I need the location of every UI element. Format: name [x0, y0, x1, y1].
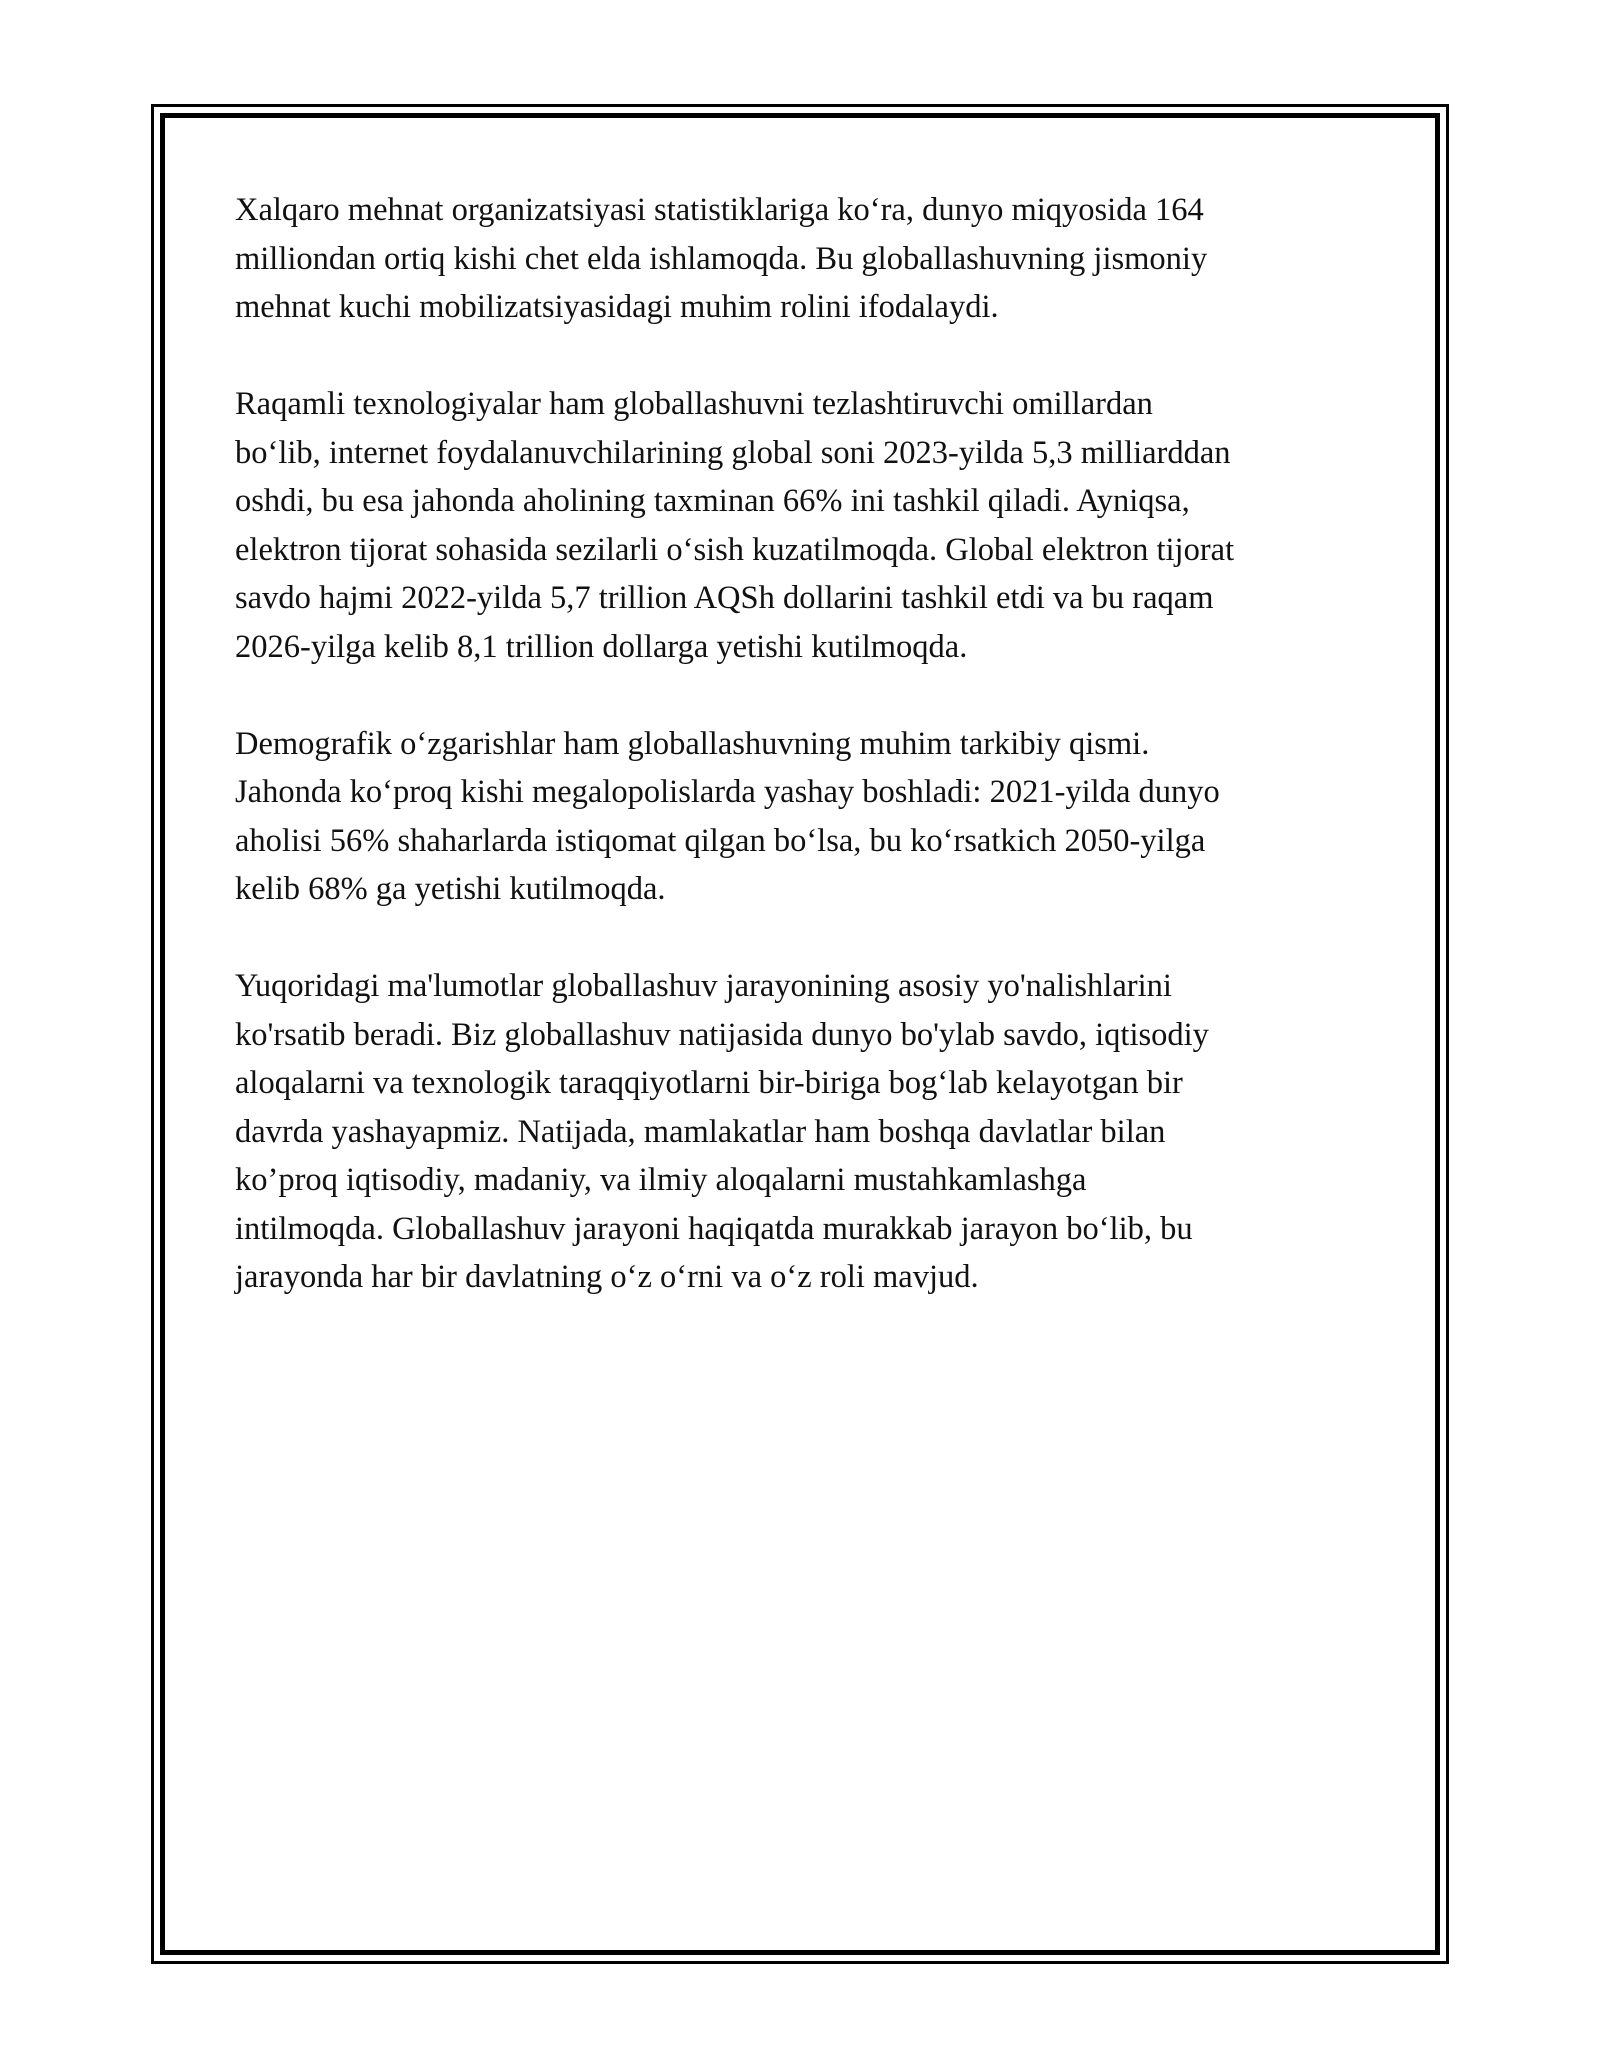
text-line: savdo hajmi 2022-yilda 5,7 trillion AQSh dollarini tashkil etdi va bu raqam [235, 580, 1214, 616]
text-line: Yuqoridagi ma'lumotlar globallashuv jarayonining asosiy yo'nalishlarini [235, 968, 1172, 1004]
text-line: ko’proq iqtisodiy, madaniy, va ilmiy aloqalarni mustahkamlashga [235, 1162, 1087, 1198]
text-line: boʻlib, internet foydalanuvchilarining global soni 2023-yilda 5,3 milliarddan [235, 434, 1231, 471]
text-line: Demografik oʻzgarishlar ham globallashuvning muhim tarkibiy qismi. [235, 725, 1150, 762]
text-line: elektron tijorat sohasida sezilarli oʻsish kuzatilmoqda. Global elektron tijorat [235, 531, 1235, 568]
text-line: aholisi 56% shaharlarda istiqomat qilgan boʻlsa, bu koʻrsatkich 2050-yilga [235, 822, 1206, 859]
text-line: aloqalarni va texnologik taraqqiyotlarni bir-biriga bogʻlab kelayotgan bir [235, 1065, 1183, 1101]
text-line: milliondan ortiq kishi chet elda ishlamoqda. Bu globallashuvning jismoniy [235, 240, 1208, 277]
text-line: davrda yashayapmiz. Natijada, mamlakatlar ham boshqa davlatlar bilan [235, 1113, 1166, 1150]
paragraph-3 [235, 720, 1375, 914]
paragraph-2 [235, 380, 1375, 671]
text-line: jarayonda har bir davlatning oʻz oʻrni va oʻz roli mavjud. [235, 1259, 979, 1295]
text-line: kelib 68% ga yetishi kutilmoqda. [235, 871, 666, 907]
text-line: Xalqaro mehnat organizatsiyasi statistiklariga koʻra, dunyo miqyosida 164 [235, 192, 1204, 228]
text-line: ko'rsatib beradi. Biz globallashuv natijasida dunyo bo'ylab savdo, iqtisodiy [235, 1016, 1209, 1053]
paragraph-1 [235, 186, 1375, 332]
text-line: oshdi, bu esa jahonda aholining taxminan 66% ini tashkil qiladi. Ayniqsa, [235, 483, 1190, 519]
text-line: 2026-yilga kelib 8,1 trillion dollarga yetishi kutilmoqda. [235, 628, 968, 665]
document-body [235, 186, 1375, 1350]
text-line: mehnat kuchi mobilizatsiyasidagi muhim rolini ifodalaydi. [235, 289, 999, 325]
text-line: Raqamli texnologiyalar ham globallashuvni tezlashtiruvchi omillardan [235, 386, 1153, 422]
text-line: Jahonda koʻproq kishi megalopolislarda yashay boshladi: 2021-yilda dunyo [235, 774, 1220, 810]
paragraph-4 [235, 962, 1375, 1302]
text-line: intilmoqda. Globallashuv jarayoni haqiqatda murakkab jarayon boʻlib, bu [235, 1210, 1193, 1247]
